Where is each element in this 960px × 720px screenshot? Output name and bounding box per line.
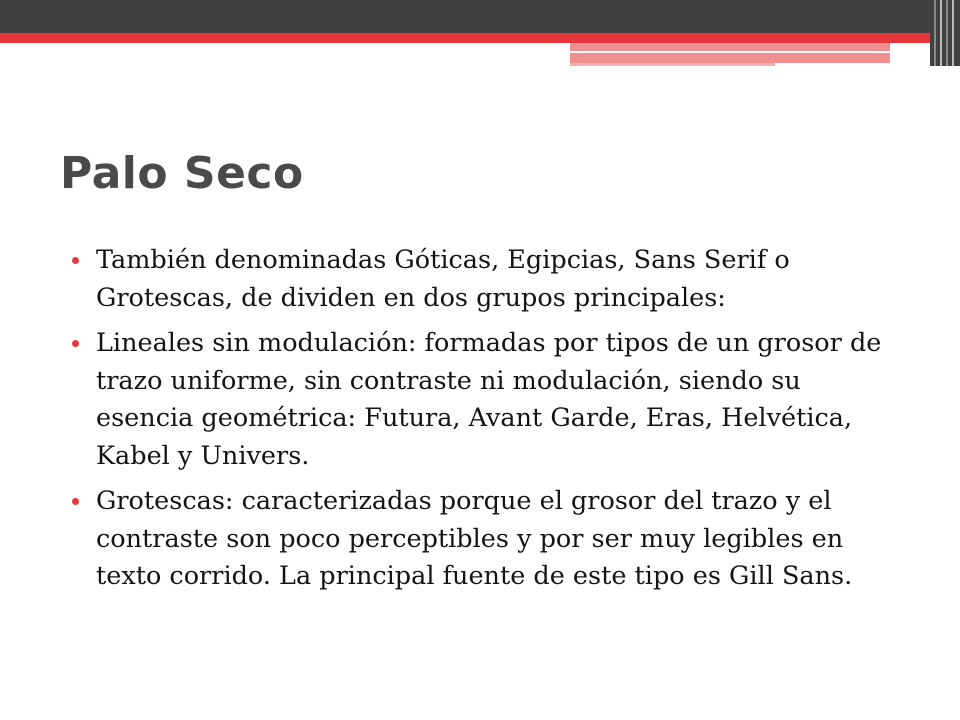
bullet-text: También denominadas Góticas, Egipcias, Sans Serif o Grotescas, de dividen en dos grupos principales: bbox=[96, 245, 790, 313]
bullet-dot-icon bbox=[72, 340, 79, 347]
header-banner-dark bbox=[0, 0, 960, 33]
header-banner-light-stripe bbox=[570, 63, 775, 66]
header-banner-pink-block bbox=[570, 43, 890, 63]
bullet-item bbox=[66, 483, 896, 596]
edge-stripe bbox=[946, 0, 948, 66]
bullet-item bbox=[66, 325, 896, 475]
header-banner-red-stripe bbox=[0, 33, 960, 43]
bullet-item bbox=[66, 242, 896, 317]
bullet-text: Grotescas: caracterizadas porque el grosor del trazo y el contraste son poco perceptibles y por ser muy legibles en texto corrido. La principal fuente de este tipo es Gill Sans. bbox=[96, 486, 853, 591]
header-edge-lines bbox=[930, 0, 960, 66]
header-banner-white-line bbox=[570, 51, 890, 53]
bullet-dot-icon bbox=[72, 257, 79, 264]
edge-stripe bbox=[934, 0, 936, 66]
edge-stripe bbox=[952, 0, 954, 66]
edge-stripe bbox=[940, 0, 942, 66]
bullet-dot-icon bbox=[72, 498, 79, 505]
bullet-text: Lineales sin modulación: formadas por tipos de un grosor de trazo uniforme, sin contraste ni modulación, siendo su esencia geométrica: Futura, Avant Garde, Eras, Helvética, Kabel y Univers. bbox=[96, 328, 882, 471]
bullet-list bbox=[66, 242, 896, 604]
slide-title: Palo Seco bbox=[60, 148, 304, 199]
